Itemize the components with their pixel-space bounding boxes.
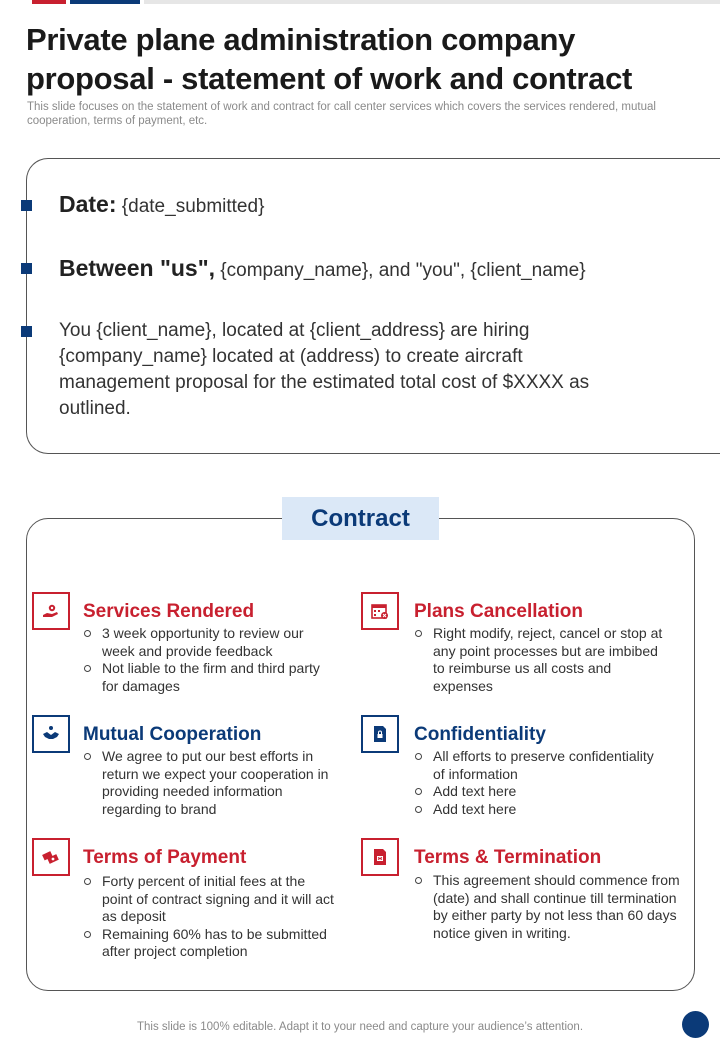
handshake-icon <box>32 715 70 753</box>
between-line <box>59 255 659 284</box>
page-title: Private plane administration company proposal - statement of work and contract <box>26 22 633 96</box>
accent-segment-red <box>32 0 66 4</box>
section-title-terms-termination: Terms & Termination <box>414 847 602 868</box>
section-title-mutual-cooperation: Mutual Cooperation <box>83 724 262 745</box>
accent-segment-blue <box>70 0 140 4</box>
list-item: All efforts to preserve confidentiality of information <box>414 748 669 783</box>
list-item: Remaining 60% has to be submitted after project completion <box>83 926 338 961</box>
list-item: Not liable to the firm and third party for damages <box>83 660 338 695</box>
between-label: Between "us", <box>59 255 216 281</box>
money-icon <box>32 838 70 876</box>
list-item: Right modify, reject, cancel or stop at any point processes but are imbibed to reimburse us all costs and expenses <box>414 625 669 695</box>
mutual-cooperation-list <box>83 748 333 818</box>
engagement-text: You {client_name}, located at {client_address} are hiring {company_name} located at (address) to create aircraft management proposal for the estimated total cost of $XXXX as outlined. <box>59 320 590 419</box>
contract-heading: Contract <box>282 497 439 540</box>
section-title-terms-of-payment: Terms of Payment <box>83 847 247 868</box>
terms-of-payment-list <box>83 873 338 961</box>
locked-document-icon <box>361 715 399 753</box>
bullet-marker <box>21 263 32 274</box>
between-value: {company_name}, and "you", {client_name} <box>220 260 586 281</box>
list-item: Add text here <box>414 801 669 819</box>
confidentiality-list <box>414 748 669 818</box>
list-item: Add text here <box>414 783 669 801</box>
bullet-marker <box>21 200 32 211</box>
list-item: We agree to put our best efforts in return we expect your cooperation in providing needed information regarding to brand <box>83 748 333 818</box>
calendar-cancel-icon <box>361 592 399 630</box>
footer-note: This slide is 100% editable. Adapt it to your need and capture your audience’s attention. <box>136 1021 584 1033</box>
list-item: This agreement should commence from (date) and shall continue till termination by either party by not less than 60 days notice given in writing. <box>414 872 682 942</box>
services-rendered-list <box>83 625 338 695</box>
date-label: Date: <box>59 191 117 217</box>
date-line <box>59 191 659 220</box>
section-title-confidentiality: Confidentiality <box>414 724 546 745</box>
terms-termination-list <box>414 872 682 942</box>
accent-segment-gray <box>144 0 720 4</box>
terminate-document-icon <box>361 838 399 876</box>
list-item: Forty percent of initial fees at the point of contract signing and it will act as deposit <box>83 873 338 926</box>
section-title-services-rendered: Services Rendered <box>83 601 255 622</box>
page-subtitle: This slide focuses on the statement of work and contract for call center services which covers the services rendered, mutual cooperation, terms of payment, etc. <box>27 101 656 127</box>
list-item: 3 week opportunity to review our week and provide feedback <box>83 625 338 660</box>
date-value: {date_submitted} <box>121 196 265 217</box>
section-title-plans-cancellation: Plans Cancellation <box>414 601 583 622</box>
bullet-marker <box>21 326 32 337</box>
top-accent-bar <box>0 0 720 4</box>
corner-dot <box>682 1011 709 1038</box>
plans-cancellation-list <box>414 625 669 695</box>
hand-gear-icon <box>32 592 70 630</box>
